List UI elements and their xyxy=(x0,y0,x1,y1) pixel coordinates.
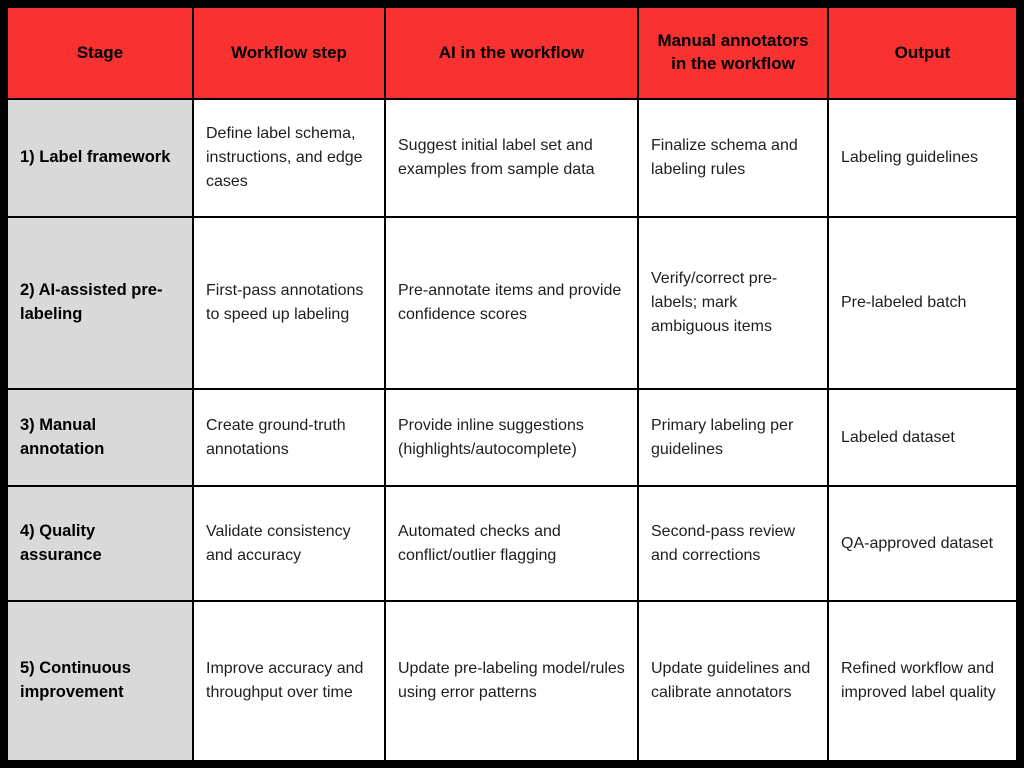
ai-in-workflow-cell-row-5: Update pre-labeling model/rules using error patterns xyxy=(386,602,637,760)
output-cell-row-1: Labeling guidelines xyxy=(829,100,1016,216)
output-cell-row-3: Labeled dataset xyxy=(829,390,1016,485)
ai-in-workflow-cell-row-1: Suggest initial label set and examples from sample data xyxy=(386,100,637,216)
workflow-step-cell-row-2: First-pass annotations to speed up labeling xyxy=(194,218,384,388)
column-header-workflow-step: Workflow step xyxy=(194,8,384,98)
manual-annotators-cell-row-3: Primary labeling per guidelines xyxy=(639,390,827,485)
manual-annotators-cell-row-2: Verify/correct pre-labels; mark ambiguous items xyxy=(639,218,827,388)
workflow-step-cell-row-1: Define label schema, instructions, and edge cases xyxy=(194,100,384,216)
workflow-step-cell-row-3: Create ground-truth annotations xyxy=(194,390,384,485)
column-header-manual-annotators: Manual annotators in the workflow xyxy=(639,8,827,98)
manual-annotators-cell-row-5: Update guidelines and calibrate annotators xyxy=(639,602,827,760)
output-cell-row-5: Refined workflow and improved label quality xyxy=(829,602,1016,760)
stage-cell-row-2: 2) AI-assisted pre-labeling xyxy=(8,218,192,388)
workflow-step-cell-row-5: Improve accuracy and throughput over time xyxy=(194,602,384,760)
workflow-table xyxy=(8,8,1016,760)
column-header-output: Output xyxy=(829,8,1016,98)
manual-annotators-cell-row-4: Second-pass review and corrections xyxy=(639,487,827,600)
workflow-step-cell-row-4: Validate consistency and accuracy xyxy=(194,487,384,600)
ai-in-workflow-cell-row-2: Pre-annotate items and provide confidence scores xyxy=(386,218,637,388)
stage-cell-row-3: 3) Manual annotation xyxy=(8,390,192,485)
output-cell-row-4: QA-approved dataset xyxy=(829,487,1016,600)
column-header-ai-in-workflow: AI in the workflow xyxy=(386,8,637,98)
ai-in-workflow-cell-row-4: Automated checks and conflict/outlier flagging xyxy=(386,487,637,600)
stage-cell-row-5: 5) Continuous improvement xyxy=(8,602,192,760)
output-cell-row-2: Pre-labeled batch xyxy=(829,218,1016,388)
column-header-stage: Stage xyxy=(8,8,192,98)
manual-annotators-cell-row-1: Finalize schema and labeling rules xyxy=(639,100,827,216)
stage-cell-row-4: 4) Quality assurance xyxy=(8,487,192,600)
ai-in-workflow-cell-row-3: Provide inline suggestions (highlights/autocomplete) xyxy=(386,390,637,485)
stage-cell-row-1: 1) Label framework xyxy=(8,100,192,216)
